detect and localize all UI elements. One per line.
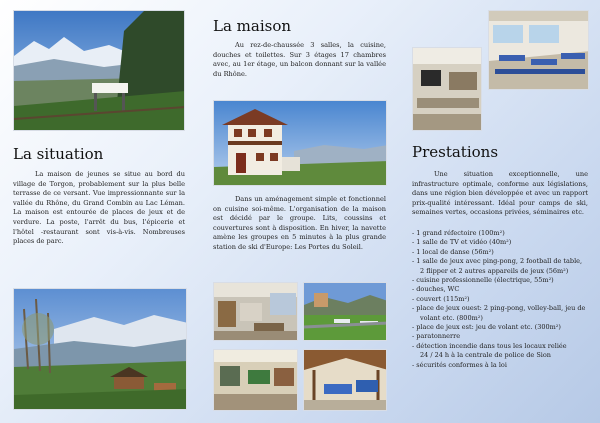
maison-intro-text: Au rez-de-chaussée 3 salles, la cuisine, douches et toilettes. Sur 3 étages 17 chambres avec, au 1er étage, un balcon donnant sur la vallée du Rhône. [213, 41, 386, 78]
kitchen-photo [213, 282, 298, 341]
prestations-list [412, 229, 590, 370]
situation-text: La maison de jeunes se situe au bord du village de Torgon, probablement sur la plus belle terrasse de ce versant. Vue impressionnante sur la vallée du Rhône, du Grand Combin au Lac Léman. La maison est entourée de places de jeux et de verdure. La poste, l'arrêt du bus, l'épicerie et l'hôtel -restaurant sont vis-à-vis. Nombreuses places de parc. [13, 170, 185, 246]
list-item: - sécurités conformes à la loi [412, 360, 507, 369]
mountain-viewpoint-photo [13, 10, 185, 131]
list-item: - 1 local de danse (56m²) [412, 247, 494, 256]
list-item: - couvert (115m²) [412, 294, 470, 303]
list-item: volant etc. (800m²) [420, 313, 483, 322]
list-item: - détection incendie dans tous les locaux reliée [412, 341, 567, 350]
prestations-heading: Prestations [412, 143, 499, 161]
list-item: - place de jeux est: jeu de volant etc. (300m²) [412, 323, 561, 332]
tv-room-photo [412, 47, 482, 131]
valley-village-photo [13, 288, 187, 410]
list-item: - 1 grand réfectoire (100m²) [412, 229, 505, 237]
list-item: 2 flipper et 2 autres appareils de jeux (56m²) [420, 266, 569, 275]
covered-area-photo [303, 349, 387, 411]
list-item: - 1 salle de TV et vidéo (40m²) [412, 238, 512, 247]
refectory-photo [488, 10, 589, 90]
prestations-intro-text: Une situation exceptionnelle, une infrastructure optimale, conforme aux législations, dans une région bien développée et avec un rapport prix-qualité intéressant. Idéal pour camps de ski, semaines vertes, occasions privées, séminaires etc. [412, 170, 588, 217]
house-exterior-photo [213, 100, 387, 186]
games-room-photo [213, 349, 298, 411]
list-item: - 1 salle de jeux avec ping-pong, 2 football de table, [412, 257, 583, 266]
list-item: - place de jeux ouest: 2 ping-pong, volley-ball, jeu de [412, 304, 586, 313]
list-item: - paratonnerre [412, 332, 461, 341]
list-item: 24 / 24 h à la centrale de police de Sion [420, 351, 551, 360]
list-item: - cuisine professionnelle (électrique, 55m²) [412, 276, 554, 285]
situation-heading: La situation [13, 145, 104, 163]
maison-text: Dans un aménagement simple et fonctionnel on cuisine soi-même. L'organisation de la maison est décidé par le groupe. Lits, coussins et couvertures sont à disposition. En hiver, la navette amène les groupes en 5 minutes à la plus grande station de ski d'Europe: Les Portes du Soleil. [213, 195, 386, 251]
maison-heading: La maison [213, 17, 292, 35]
playground-photo [303, 282, 387, 341]
list-item: - douches, WC [412, 285, 460, 294]
